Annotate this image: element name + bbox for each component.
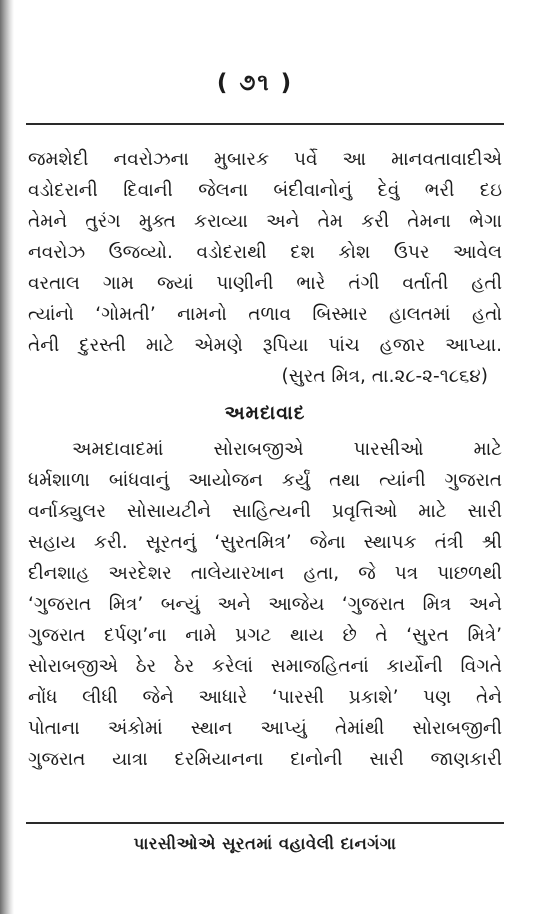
text-line: નોંધ લીધી જેને આધારે ‘પારસી પ્રકાશે’ પણ તેને: [28, 687, 502, 708]
text-line: તેમને તુરંગ મુક્ત કરાવ્યા અને તેમ કરી તેમના ભેગા: [28, 211, 502, 232]
body-text: [28, 144, 502, 775]
text-line: ‘ગુજરાત મિત્ર’ બન્યું અને આજેય ‘ગુજરાત મિત્ર અને: [28, 594, 502, 615]
text-line: સોરાબજીએ ઠેર ઠેર કરેલાં સમાજહિતનાં કાર્યોની વિગતે: [28, 656, 502, 677]
running-footer-title: પારસીઓએ સૂરતમાં વહાવેલી દાનગંગા: [133, 834, 397, 853]
text-line: ગુજરાત દર્પણ’ના નામે પ્રગટ થાય છે તે ‘સુરત મિત્રે’: [28, 625, 502, 646]
section-heading: અમદાવાદ: [224, 402, 306, 424]
header-rule: [26, 123, 504, 125]
text-line: વડોદરાની દિવાની જેલના બંદીવાનોનું દેવું ભરી દઇ: [28, 180, 502, 201]
text-line: અમદાવાદમાં સોરાબજીએ પારસીઓ માટે: [72, 439, 502, 460]
paragraph-1: [28, 144, 502, 392]
text-line: પોતાના અંકોમાં સ્થાન આપ્યું તેમાંથી સોરાબજીની: [28, 718, 502, 739]
paragraph-2: [28, 434, 502, 775]
text-line: સહાય કરી. સૂરતનું ‘સુરતમિત્ર’ જેના સ્થાપક તંત્રી શ્રી: [28, 532, 502, 553]
text-line: ત્યાંનો ‘ગોમતી’ નામનો તળાવ બિસ્માર હાલતમાં હતો: [28, 304, 502, 325]
text-line: ગુજરાત યાત્રા દરમિયાનના દાનોની સારી જાણકારી: [28, 749, 502, 770]
text-line: જમશેદી નવરોઝના મુબારક પર્વે આ માનવતાવાદીએ: [28, 149, 502, 170]
footer-rule: [26, 822, 504, 824]
text-line: દીનશાહ અરદેશર તાલેયારખાન હતા, જે પત્ર પાછળથી: [28, 563, 502, 584]
text-line: તેની દુરસ્તી માટે એમણે રૂપિયા પાંચ હજાર આપ્યા.: [28, 335, 502, 356]
text-line: વર્નાક્યુલર સોસાયટીને સાહિત્યની પ્રવૃત્તિઓ માટે સારી: [28, 501, 502, 522]
text-line: નવરોઝ ઉજવ્યો. વડોદરાથી દશ કોશ ઉપર આવેલ: [28, 242, 502, 263]
page-number: ( ૭૧ ): [216, 70, 294, 96]
text-line: ધર્મશાળા બાંધવાનું આયોજન કર્યું તથા ત્યાંની ગુજરાત: [28, 470, 502, 491]
citation: (સુરત મિત્ર, તા.૨૮-૨-૧૮૬૪): [281, 366, 488, 387]
text-line: વરતાલ ગામ જ્યાં પાણીની ભારે તંગી વર્તાતી હતી: [28, 273, 502, 294]
